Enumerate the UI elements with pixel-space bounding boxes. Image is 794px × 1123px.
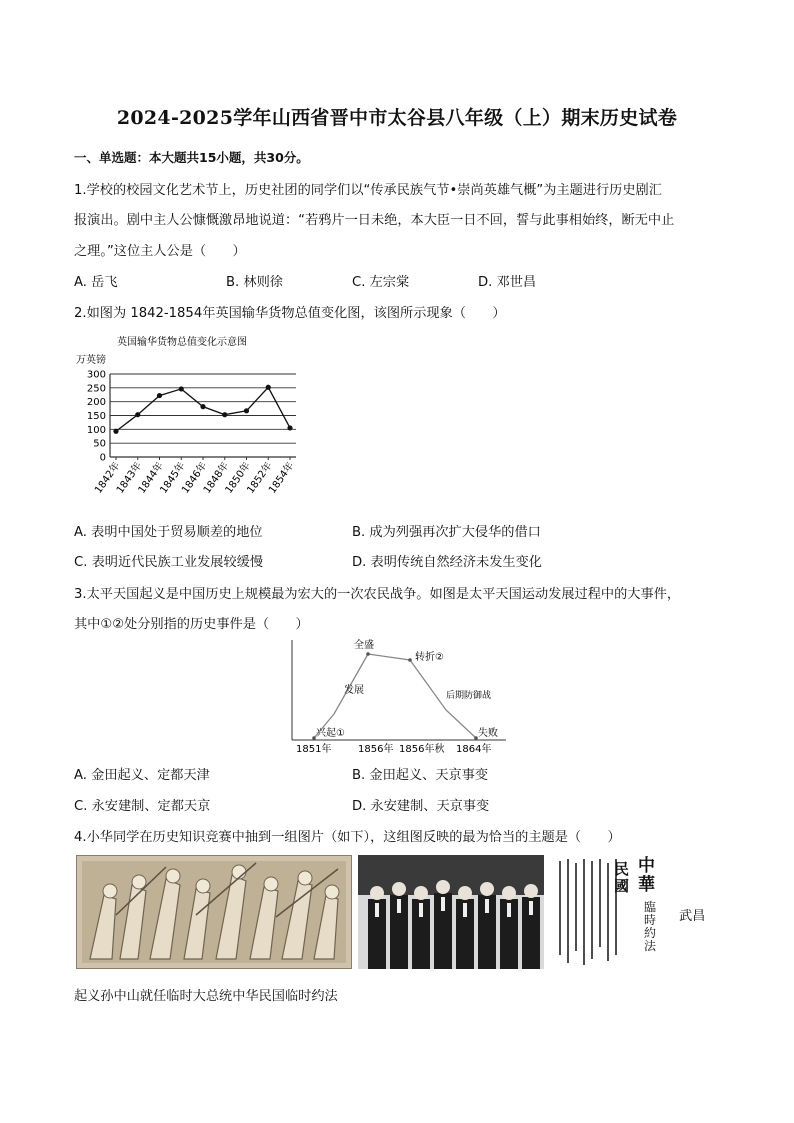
- q1-option-b: B. 林则徐: [226, 275, 283, 290]
- q2-option-d: D. 表明传统自然经济未发生变化: [352, 555, 542, 570]
- q3-stem-line1: 3.太平天国起义是中国历史上规模最为宏大的一次农民战争。如图是太平天国运动发展过程中的大事件，: [74, 587, 681, 602]
- chart-x-tick-label: 1854年: [267, 460, 297, 496]
- q3-option-b: B. 金田起义、天京事变: [352, 768, 489, 783]
- q1-option-d: D. 邓世昌: [478, 275, 537, 290]
- uprising-relief-image: [76, 855, 352, 969]
- q3-stem-line2: 其中①②处分别指的历史事件是（ ）: [74, 617, 309, 632]
- chart-x-tick-label: 1845年: [158, 460, 188, 496]
- chart-y-tick-label: 250: [86, 383, 106, 395]
- q2-option-c: C. 表明近代民族工业发展较缓慢: [74, 555, 264, 570]
- diagram-label-rise: 兴起①: [316, 728, 345, 739]
- chart-x-tick-label: 1846年: [180, 460, 210, 496]
- chart-x-tick-label: 1844年: [136, 460, 166, 496]
- chart-title: 英国输华货物总值变化示意图: [117, 337, 247, 348]
- chart-y-tick-label: 50: [93, 438, 106, 450]
- q4-caption-right: 武昌: [679, 909, 706, 924]
- chart-data-point: [135, 412, 140, 417]
- section-heading: 一、单选题：本大题共15小题，共30分。: [74, 150, 309, 165]
- chart-y-tick-label: 300: [86, 369, 106, 381]
- q2-option-a: A. 表明中国处于贸易顺差的地位: [74, 525, 263, 540]
- chart-series-line: [116, 387, 290, 431]
- chart-x-tick-label: 1848年: [201, 460, 232, 496]
- taiping-diagram: [284, 636, 516, 760]
- chart-y-ticks: [87, 370, 106, 464]
- diagram-tick-1864: 1864年: [456, 744, 492, 755]
- chart-x-tick-label: 1850年: [223, 460, 253, 496]
- constitution-text-columns: [552, 855, 622, 969]
- constitution-title-c: 臨時約法: [644, 900, 657, 953]
- chart-points: [113, 385, 292, 434]
- constitution-title-b: 民國: [614, 860, 630, 895]
- chart-data-point: [244, 408, 249, 413]
- chart-data-point: [200, 404, 205, 409]
- chart-x-ticks: [91, 457, 296, 496]
- q4-caption-bottom: 起义孙中山就任临时大总统中华民国临时约法: [74, 989, 338, 1004]
- q2-stem: 2.如图为 1842-1854年英国输华货物总值变化图，该图所示现象（ ）: [74, 306, 506, 321]
- q1-option-c: C. 左宗棠: [352, 275, 410, 290]
- diagram-tick-1856-autumn: 1856年秋: [399, 744, 445, 755]
- diagram-label-defeat: 失败: [478, 728, 498, 739]
- q2-option-b: B. 成为列强再次扩大侵华的借口: [352, 525, 541, 540]
- q1-option-a: A. 岳飞: [74, 275, 118, 290]
- diagram-label-development: 发展: [344, 685, 364, 696]
- chart-x-tick-label: 1842年: [93, 460, 123, 496]
- diagram-label-turning-point: 转折②: [415, 652, 444, 663]
- q1-stem-line1: 1.学校的校园文化艺术节上，历史社团的同学们以“传承民族气节•崇尚英雄气概”为主题进行历史剧汇: [74, 183, 662, 198]
- diagram-label-peak: 全盛: [354, 640, 374, 651]
- chart-y-axis-label: 万英镑: [76, 355, 106, 366]
- constitution-title-a: 中華: [638, 856, 655, 895]
- chart-data-point: [157, 393, 162, 398]
- chart-y-tick-label: 100: [86, 424, 106, 436]
- q4-stem: 4.小华同学在历史知识竞赛中抽到一组图片（如下），这组图反映的最为恰当的主题是（ ）: [74, 830, 621, 845]
- chart-y-tick-label: 200: [86, 397, 106, 409]
- diagram-point-3: [408, 658, 412, 662]
- chart-y-tick-label: 0: [99, 452, 106, 464]
- group-photo-image: [358, 855, 544, 969]
- chart-x-tick-label: 1852年: [245, 460, 275, 496]
- diagram-label-late-defense: 后期防御战: [446, 691, 492, 701]
- provisional-constitution-image: [552, 855, 676, 969]
- chart-y-tick-label: 150: [86, 411, 106, 422]
- q3-option-d: D. 永安建制、天京事变: [352, 799, 490, 814]
- chart-data-point: [222, 412, 227, 417]
- trade-line-chart: [74, 330, 314, 510]
- chart-data-point: [266, 385, 271, 390]
- diagram-tick-1856: 1856年: [358, 744, 394, 755]
- chart-data-point: [179, 386, 184, 391]
- diagram-point-2: [366, 652, 370, 656]
- q1-stem-line3: 之理。”这位主人公是（ ）: [74, 244, 246, 259]
- chart-data-point: [113, 429, 118, 434]
- q3-option-a: A. 金田起义、定都天津: [74, 768, 210, 783]
- chart-x-tick-label: 1843年: [114, 460, 145, 496]
- exam-title: 2024-2025学年山西省晋中市太谷县八年级（上）期末历史试卷: [116, 107, 678, 129]
- diagram-tick-1851: 1851年: [296, 744, 332, 755]
- q1-stem-line2: 报演出。剧中主人公慷慨激昂地说道：“若鸦片一日未绝，本大臣一日不回，誓与此事相始终，断无中止: [74, 213, 675, 228]
- q3-option-c: C. 永安建制、定都天京: [74, 799, 211, 814]
- chart-data-point: [287, 425, 292, 430]
